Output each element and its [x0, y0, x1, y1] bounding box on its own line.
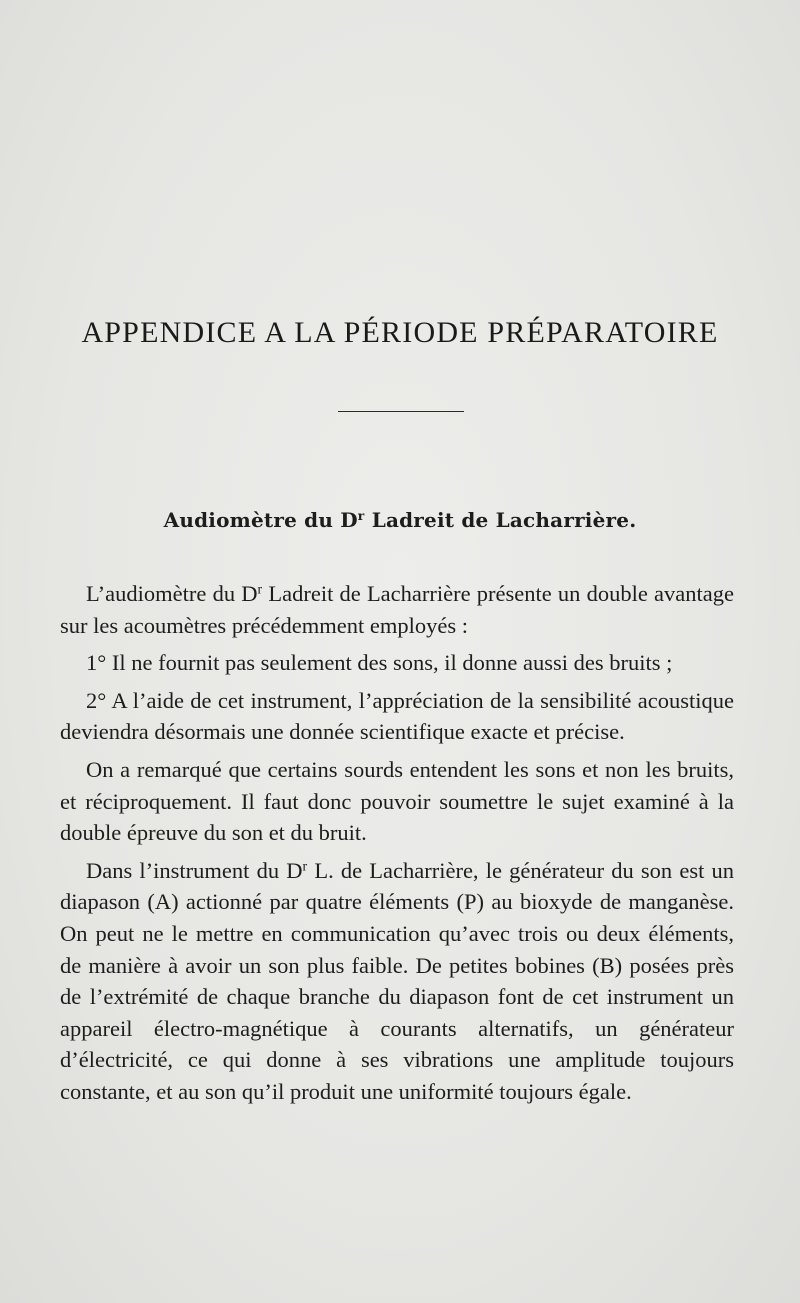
- paragraph-text: On a remarqué que certains sourds entendent les sons et non les bruits, et réciproquement. Il faut donc pouvoir soumettre le sujet examiné à la double épreuve du son et du bruit.: [60, 756, 734, 846]
- paragraph-text: 2° A l’aide de cet instrument, l’appréciation de la sensibilité acoustique deviendra désormais une donnée scientifique exacte et précise.: [60, 687, 734, 745]
- doctor-abbrev-superscript: r: [257, 582, 263, 598]
- section-title-name: Ladreit de Lacharrière.: [364, 508, 637, 532]
- paragraph-instrument: [60, 855, 734, 1108]
- paragraph-point-1: [60, 647, 734, 679]
- doctor-abbrev-superscript: r: [302, 859, 308, 875]
- paragraph-point-2: [60, 685, 734, 748]
- paragraph-intro: [60, 578, 734, 641]
- section-title-text: Audiomètre du D: [163, 508, 358, 532]
- paragraph-text: L’audiomètre du D: [86, 581, 258, 606]
- paragraph-text: Ladreit de Lacharrière présente un double avantage sur les acoumètres précédemment employés :: [60, 581, 734, 638]
- paragraph-remark: [60, 754, 734, 849]
- section-title: [0, 508, 800, 532]
- appendix-title: APPENDICE A LA PÉRIODE PRÉPARATOIRE: [81, 316, 719, 349]
- section-title-superscript: r: [357, 508, 365, 524]
- paragraph-text: L. de Lacharrière, le générateur du son est un diapason (A) actionné par quatre éléments (P) au bioxyde de manganèse. On peut ne le mettre en communication qu’avec trois ou deux éléments, de manière à avoir un son plus faible. De petites bobines (B) posées près de l’extrémité de chaque branche du diapason font de cet instrument un appareil électro-magnétique à courants alternatifs, un générateur d’électricité, ce qui donne à ses vibrations une amplitude toujours constante, et au son qu’il produit une uniformité toujours égale.: [60, 857, 734, 1104]
- paragraph-text: 1° Il ne fournit pas seulement des sons, il donne aussi des bruits ;: [86, 650, 673, 676]
- title-separator-rule: [338, 411, 464, 412]
- paragraph-text: Dans l’instrument du D: [86, 857, 303, 883]
- body-text: [60, 578, 734, 1108]
